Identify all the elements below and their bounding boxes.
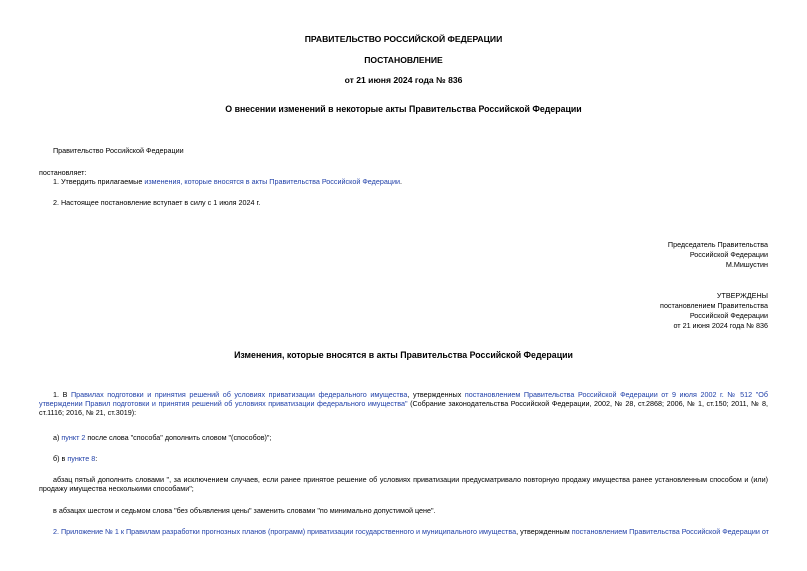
appendix-1-link[interactable]: 2. Приложение № 1 к Правилам разработки прогнозных планов (программ) приватизации государственного и муниципального имущества: [53, 527, 517, 536]
decree-512-link[interactable]: постановлением Правительства Российской Федерации от 9 июля 2002 г. № 512 "Об утверждении Правил подготовки и принятия решений об условиях приватизации федерального имущества": [39, 390, 768, 408]
changes-link[interactable]: изменения, которые вносятся в акты Правительства Российской Федерации: [144, 177, 400, 186]
item-1-end: .: [399, 177, 402, 186]
approval-line-3: Российской Федерации: [689, 311, 768, 320]
annex-title: Изменения, которые вносятся в акты Правительства Российской Федерации: [234, 350, 573, 360]
item-1-text: 1. Утвердить прилагаемые: [53, 177, 145, 186]
annex-paragraph-1: [39, 390, 768, 417]
document-type-heading: ПОСТАНОВЛЕНИЕ: [364, 55, 443, 65]
document-title: О внесении изменений в некоторые акты Правительства Российской Федерации: [225, 104, 582, 114]
subitem-b-prefix: б) в: [53, 454, 68, 463]
paragraph-1-citation: (Собрание законодательства Российской Федерации, 2002, № 28, ст.2868; 2006, № 1, ст.150; 2011, № 8, ст.1116; 2016, № 21, ст.3019):: [39, 399, 768, 417]
approval-heading: УТВЕРЖДЕНЫ: [716, 291, 768, 300]
signature-position: Председатель Правительства: [667, 240, 768, 249]
government-name: Правительство Российской Федерации: [53, 146, 184, 155]
document-date-number: от 21 июня 2024 года № 836: [344, 75, 463, 85]
subitem-a: [53, 433, 271, 442]
annex-paragraph-2: [53, 527, 769, 536]
subitem-a-prefix: а): [53, 433, 62, 442]
decree-link[interactable]: постановлением Правительства Российской Федерации от: [571, 527, 769, 536]
subitem-b-paragraph-2: в абзацах шестом и седьмом слова "без объявления цены" заменить словами "по минимально допустимой цене".: [53, 506, 436, 515]
government-heading: ПРАВИТЕЛЬСТВО РОССИЙСКОЙ ФЕДЕРАЦИИ: [304, 34, 503, 44]
subitem-b-colon: :: [95, 454, 98, 463]
point-2-link[interactable]: пункт 2: [61, 433, 86, 442]
subitem-a-text: после слова "способа" дополнить словом "(способов)";: [85, 433, 272, 442]
signature-name: М.Мишустин: [725, 260, 768, 269]
subitem-b: [53, 454, 97, 463]
item-1: [53, 177, 402, 186]
privatization-rules-link[interactable]: Правилах подготовки и принятия решений об условиях приватизации федерального имущества: [70, 390, 408, 399]
point-8-link[interactable]: пункте 8: [67, 454, 96, 463]
paragraph-1-text: , утвержденных: [407, 390, 465, 399]
decrees-word: постановляет:: [39, 168, 87, 177]
approval-date-number: от 21 июня 2024 года № 836: [673, 321, 768, 330]
signature-organization: Российской Федерации: [689, 250, 768, 259]
paragraph-2-text: , утвержденным: [516, 527, 572, 536]
item-2: 2. Настоящее постановление вступает в силу с 1 июля 2024 г.: [53, 198, 261, 207]
subitem-b-paragraph-1: абзац пятый дополнить словами ", за исключением случаев, если ранее принятое решение об условиях приватизации предусматривало повторную продажу имущества ранее установленным способом и (или) продажу имущества несколькими способами";: [39, 475, 768, 493]
approval-line-2: постановлением Правительства: [660, 301, 768, 310]
paragraph-1-number: 1. В: [53, 390, 71, 399]
